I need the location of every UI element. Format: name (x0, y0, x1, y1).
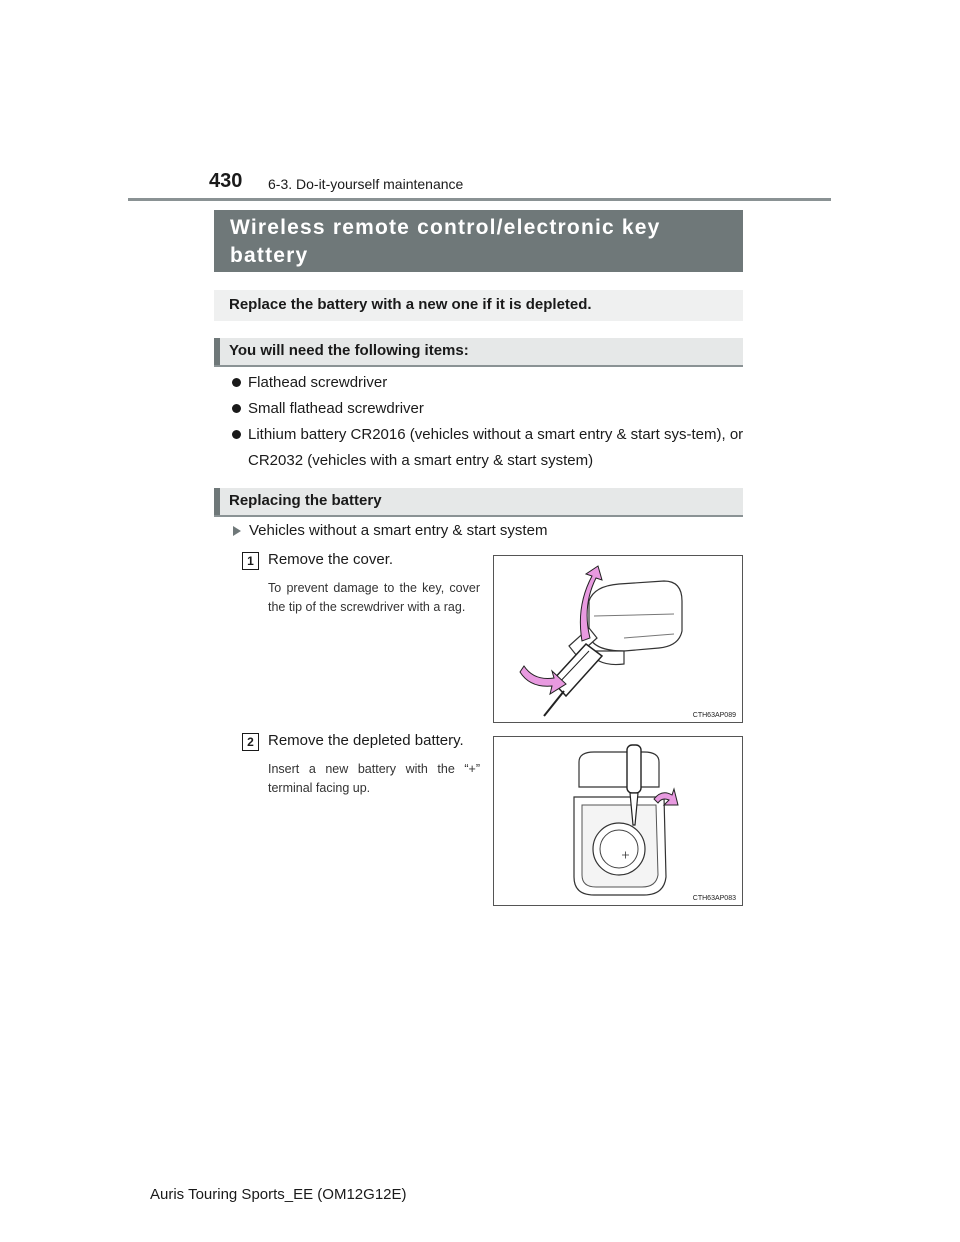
title-banner (214, 210, 743, 272)
items-heading (214, 338, 743, 367)
list-item-text: Lithium battery CR2016 (vehicles without a smart entry & start sys-tem), or CR2032 (vehicles with a smart entry & start system) (248, 426, 744, 469)
heading-accent-bar (214, 488, 220, 515)
image-code: CTH63AP083 (692, 895, 736, 902)
list-item-text: Small flathead screwdriver (248, 400, 424, 417)
heading-accent-bar (214, 338, 220, 365)
replace-heading (214, 488, 743, 517)
step-number: 1 (242, 552, 259, 570)
image-code: CTH63AP089 (692, 712, 736, 719)
step-title: Remove the cover. (268, 551, 394, 568)
section-label: 6-3. Do-it-yourself maintenance (268, 176, 464, 192)
condition-text: Vehicles without a smart entry & start system (249, 522, 548, 539)
battery-removal-image (494, 737, 742, 905)
bullet-icon (232, 404, 241, 413)
page-title: Wireless remote control/electronic key battery (230, 216, 661, 267)
list-item-text: Flathead screwdriver (248, 374, 388, 391)
replace-heading-text: Replacing the battery (229, 492, 382, 509)
step-1-illustration (493, 555, 743, 723)
list-item (232, 370, 387, 396)
step-note: To prevent damage to the key, cover the tip of the screwdriver with a rag. (268, 581, 480, 614)
step-2-illustration (493, 736, 743, 906)
key-cover-removal-image (494, 556, 742, 722)
header-rule (128, 198, 831, 201)
step-title: Remove the depleted battery. (268, 732, 464, 749)
step-note: Insert a new battery with the “+” terminal facing up. (268, 762, 480, 795)
bullet-icon (232, 378, 241, 387)
items-heading-text: You will need the following items: (229, 342, 469, 359)
list-item (232, 396, 424, 422)
step-number: 2 (242, 733, 259, 751)
intro-text: Replace the battery with a new one if it is depleted. (229, 296, 592, 313)
list-item (232, 422, 744, 474)
page-number: 430 (209, 170, 243, 192)
footer-text: Auris Touring Sports_EE (OM12G12E) (150, 1186, 407, 1203)
intro-box (214, 290, 743, 321)
triangle-arrow-icon (233, 526, 241, 536)
condition-line (233, 522, 547, 539)
bullet-icon (232, 430, 241, 439)
